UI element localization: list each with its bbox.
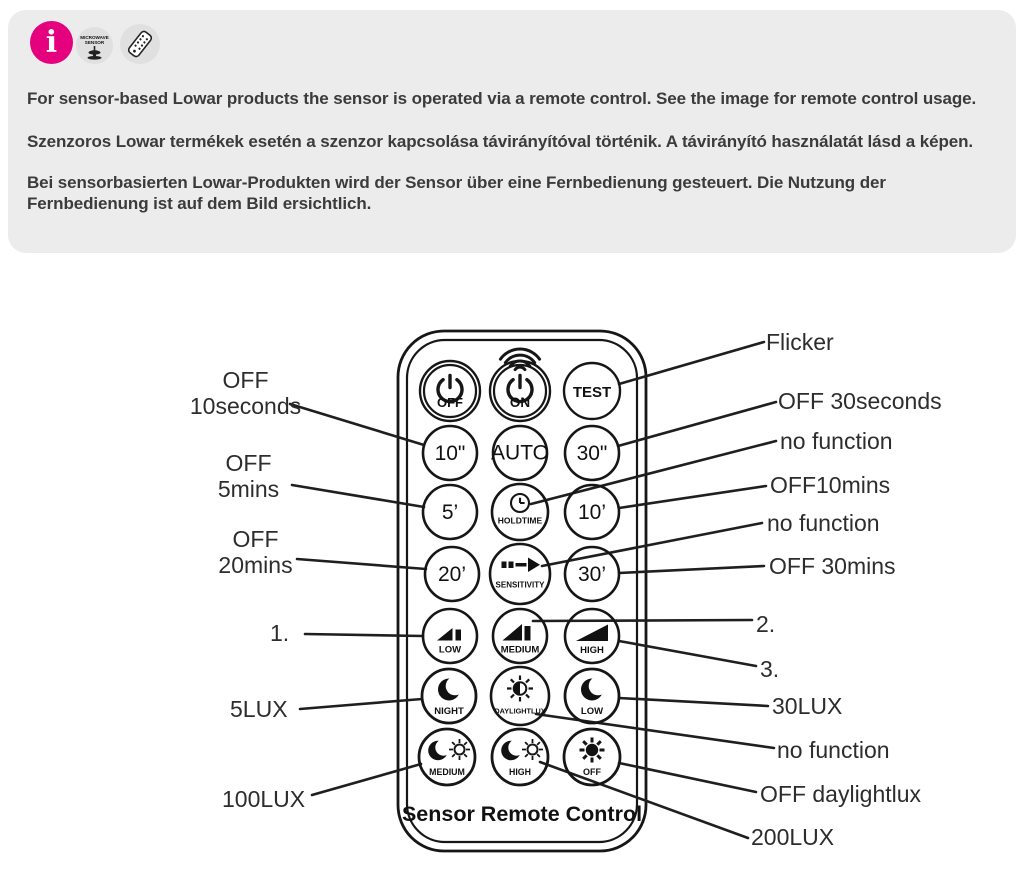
button-sens-medium xyxy=(493,609,547,663)
svg-text:MEDIUM: MEDIUM xyxy=(429,767,465,777)
callout-off-20mins: OFF 20mins xyxy=(218,526,293,578)
remote-title: Sensor Remote Control xyxy=(401,802,643,826)
callout-off-10seconds: OFF 10seconds xyxy=(189,367,302,419)
svg-text:10’: 10’ xyxy=(577,501,607,524)
svg-text:AUTO: AUTO xyxy=(491,441,549,465)
svg-text:DAYLIGHTLUX: DAYLIGHTLUX xyxy=(494,706,546,716)
moon-icon xyxy=(438,677,464,701)
sun-icon xyxy=(507,676,533,702)
svg-text:TEST: TEST xyxy=(572,384,612,401)
svg-text:30": 30" xyxy=(576,442,608,465)
callout-3: 3. xyxy=(760,656,780,682)
callout-2: 2. xyxy=(756,611,776,637)
paragraph-english: For sensor-based Lowar products the sensor is operated via a remote control. See the image for remote control usage. xyxy=(27,89,977,108)
button-holdtime xyxy=(492,484,548,540)
svg-text:MICROWAVE: MICROWAVE xyxy=(80,35,109,40)
callout-off-daylightlux: OFF daylightlux xyxy=(760,781,922,807)
callout-5lux: 5LUX xyxy=(230,696,288,722)
svg-text:MEDIUM: MEDIUM xyxy=(500,644,540,656)
callout-1: 1. xyxy=(270,620,290,646)
clock-icon xyxy=(511,494,529,512)
button-sens-low xyxy=(423,609,477,663)
svg-text:SENSOR: SENSOR xyxy=(84,40,105,46)
ramp-medium-icon xyxy=(503,624,531,641)
svg-text:20’: 20’ xyxy=(437,563,467,586)
ramp-low-icon xyxy=(437,628,461,641)
svg-text:NIGHT: NIGHT xyxy=(434,706,464,717)
svg-text:HOLDTIME: HOLDTIME xyxy=(497,515,543,526)
button-lux-daylight xyxy=(491,667,549,725)
button-lux-low xyxy=(565,669,619,723)
callout-200lux: 200LUX xyxy=(751,824,835,850)
button-20min xyxy=(425,547,479,601)
button-5min xyxy=(423,485,477,539)
svg-text:LOW: LOW xyxy=(580,706,604,717)
callout-off-30mins: OFF 30mins xyxy=(769,553,896,579)
button-10sec xyxy=(423,426,477,480)
button-auto xyxy=(491,426,549,480)
callout-100lux: 100LUX xyxy=(222,786,306,812)
callout-no-function-3: no function xyxy=(777,737,890,763)
button-10min xyxy=(565,485,619,539)
moon-sun-icon xyxy=(501,739,543,760)
dashes-arrow-icon xyxy=(502,558,541,573)
svg-text:HIGH: HIGH xyxy=(509,767,531,777)
moon-sun-icon xyxy=(428,739,470,760)
callout-flicker: Flicker xyxy=(766,329,834,355)
button-lux-high xyxy=(492,729,548,785)
svg-text:OFF: OFF xyxy=(583,767,601,777)
callout-no-function-1: no function xyxy=(780,428,893,454)
button-sens-high xyxy=(565,609,619,663)
callout-off-30seconds: OFF 30seconds xyxy=(778,388,942,414)
sun-filled-icon xyxy=(580,738,605,763)
moon-icon xyxy=(581,677,607,701)
callout-30lux: 30LUX xyxy=(772,693,843,719)
button-30sec xyxy=(565,426,619,480)
callout-off-5mins: OFF 5mins xyxy=(217,450,280,502)
button-lux-off xyxy=(564,729,620,785)
ramp-high-icon xyxy=(576,625,608,642)
svg-text:30’: 30’ xyxy=(577,563,607,586)
button-lux-medium xyxy=(419,729,475,785)
button-test xyxy=(564,363,620,419)
wireless-signal-icon xyxy=(500,349,539,370)
svg-text:HIGH: HIGH xyxy=(580,645,604,656)
callout-off-10mins: OFF10mins xyxy=(770,472,891,498)
button-power-off xyxy=(420,361,480,421)
svg-text:OFF: OFF xyxy=(437,395,463,410)
svg-text:ON: ON xyxy=(509,395,531,410)
svg-text:5’: 5’ xyxy=(441,501,459,524)
svg-text:LOW: LOW xyxy=(438,644,462,656)
svg-text:10": 10" xyxy=(434,442,466,465)
button-power-on xyxy=(490,361,550,421)
paragraph-german: Bei sensorbasierten Lowar-Produkten wird der Sensor über eine Fernbedienung gesteuert. Die Nutzung der Fernbedienung ist auf dem Bild ersichtlich. xyxy=(27,173,886,213)
button-lux-night xyxy=(422,669,476,723)
callout-lines xyxy=(290,342,776,838)
paragraph-hungarian: Szenzoros Lowar termékek esetén a szenzor kapcsolása távirányítóval történik. A távirányító használatát lásd a képen. xyxy=(27,132,974,151)
button-sensitivity xyxy=(490,544,550,604)
svg-text:SENSITIVITY: SENSITIVITY xyxy=(495,580,545,590)
callout-no-function-2: no function xyxy=(767,510,880,536)
info-icon: i xyxy=(30,21,73,64)
